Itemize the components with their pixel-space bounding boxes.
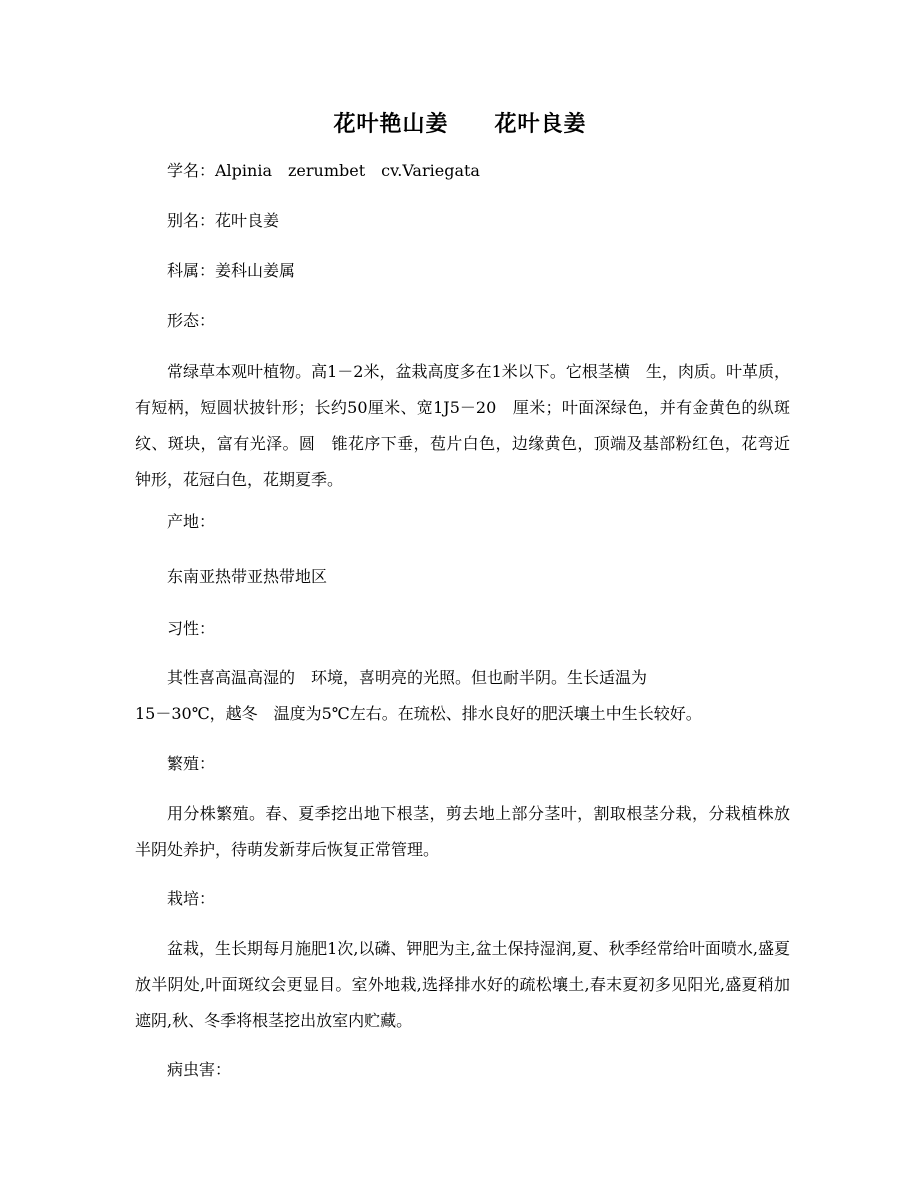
habit-text-line-2: 15－30℃，越冬 温度为5℃左右。在琉松、排水良好的肥沃壤土中生长较好。 — [135, 704, 702, 723]
origin-text: 东南亚热带亚热带地区 — [167, 567, 328, 586]
pests-heading: 病虫害： — [167, 1060, 232, 1079]
cultivation-heading: 栽培： — [167, 889, 216, 908]
propagation-text: 用分株繁殖。春、夏季挖出地下根茎，剪去地上部分茎叶，割取根茎分栽，分栽植株放半阴处养护，待萌发新芽后恢复正常管理。 — [135, 804, 790, 859]
cultivation-text: 盆栽，生长期每月施肥1次,以磷、钾肥为主,盆土保持湿润,夏、秋季经常给叶面喷水,盛夏放半阴处,叶面斑纹会更显目。室外地栽,选择排水好的疏松壤土,春末夏初多见阳光,盛夏稍加遮阴,秋、冬季将根茎挖出放室内贮藏。 — [135, 939, 790, 1030]
habit-text-line-1: 其性喜高温高湿的 环境，喜明亮的光照。但也耐半阴。生长适温为 — [167, 668, 648, 687]
alias: 别名：花叶良姜 — [167, 211, 280, 230]
habit-heading: 习性： — [167, 619, 216, 638]
scientific-name: 学名：Alpinia zerumbet cv.Variegata — [167, 161, 480, 180]
propagation-heading: 繁殖： — [167, 754, 216, 773]
morphology-heading: 形态： — [167, 311, 216, 330]
document-title: 花叶艳山姜 花叶良姜 — [333, 112, 587, 137]
family: 科属：姜科山姜属 — [167, 261, 296, 280]
morphology-text: 常绿草本观叶植物。高1－2米，盆栽高度多在1米以下。它根茎横 生，肉质。叶革质，有短柄，短圆状披针形；长约50厘米、宽1J5－20 厘米；叶面深绿色，并有金黄色的纵斑纹、斑块，富有光泽。圆 锥花序下垂，苞片白色，边缘黄色，顶端及基部粉红色，花弯近 钟形，花冠白色，花期夏季。 — [135, 362, 807, 489]
origin-heading: 产地： — [167, 512, 216, 531]
